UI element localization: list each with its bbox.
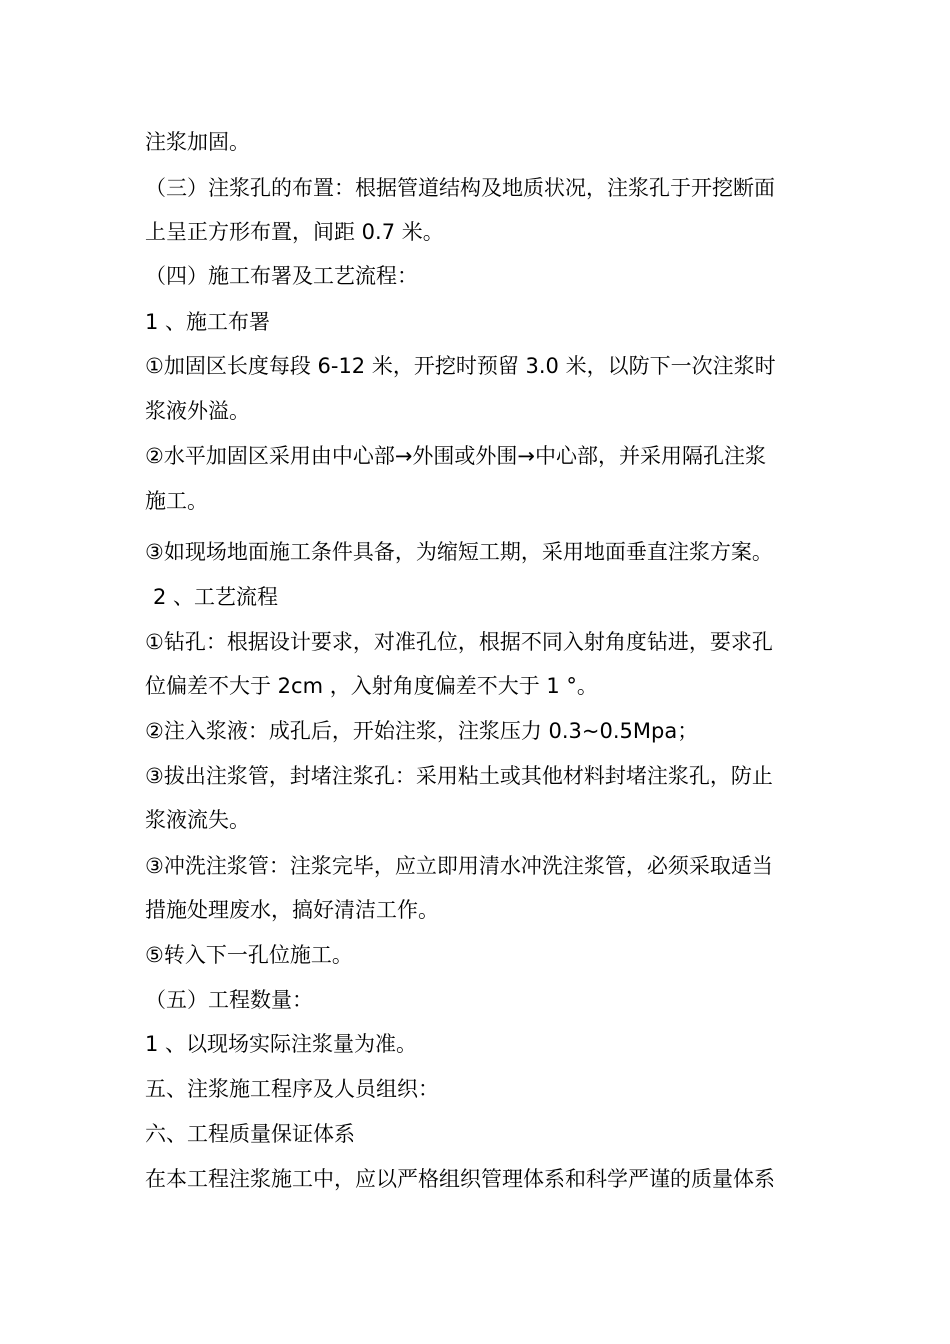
section-heading: 五、注浆施工程序及人员组织： — [145, 1077, 439, 1101]
section-heading: （四）施工布署及工艺流程： — [145, 264, 418, 288]
text-line: ①加固区长度每段 6-12 米，开挖时预留 3.0 米，以防下一次注浆时 — [145, 354, 776, 378]
text-line: ③拔出注浆管，封堵注浆孔：采用粘土或其他材料封堵注浆孔，防止 — [145, 764, 773, 788]
text-line: ②注入浆液：成孔后，开始注浆，注浆压力 0.3~0.5Mpa； — [145, 719, 699, 743]
text-line: 在本工程注浆施工中，应以严格组织管理体系和科学严谨的质量体系 — [145, 1167, 775, 1191]
text-line: ②水平加固区采用由中心部→外围或外围→中心部，并采用隔孔注浆 — [145, 444, 767, 468]
text-line: 浆液流失。 — [145, 808, 250, 832]
text-line: 措施处理废水，搞好清洁工作。 — [145, 898, 439, 922]
text-line: 施工。 — [145, 489, 208, 513]
text-line: 1 、以现场实际注浆量为准。 — [145, 1032, 418, 1056]
text-line: ①钻孔：根据设计要求，对准孔位，根据不同入射角度钻进，要求孔 — [145, 630, 773, 654]
text-line: 注浆加固。 — [145, 130, 250, 154]
text-line: 浆液外溢。 — [145, 399, 250, 423]
subsection-heading: 2 、工艺流程 — [153, 585, 279, 609]
text-line: 上呈正方形布置，间距 0.7 米。 — [145, 220, 444, 244]
text-line: 位偏差不大于 2cm ，入射角度偏差不大于 1 °。 — [145, 674, 598, 698]
subsection-heading: 1 、施工布署 — [145, 310, 271, 334]
section-heading: 六、工程质量保证体系 — [145, 1122, 355, 1146]
text-line: ③冲洗注浆管：注浆完毕，应立即用清水冲洗注浆管，必须采取适当 — [145, 854, 773, 878]
text-line: ⑤转入下一孔位施工。 — [145, 943, 353, 967]
section-heading: （五）工程数量： — [145, 988, 313, 1012]
text-line: ③如现场地面施工条件具备，为缩短工期，采用地面垂直注浆方案。 — [145, 540, 773, 564]
text-line: （三）注浆孔的布置：根据管道结构及地质状况，注浆孔于开挖断面 — [145, 176, 775, 200]
